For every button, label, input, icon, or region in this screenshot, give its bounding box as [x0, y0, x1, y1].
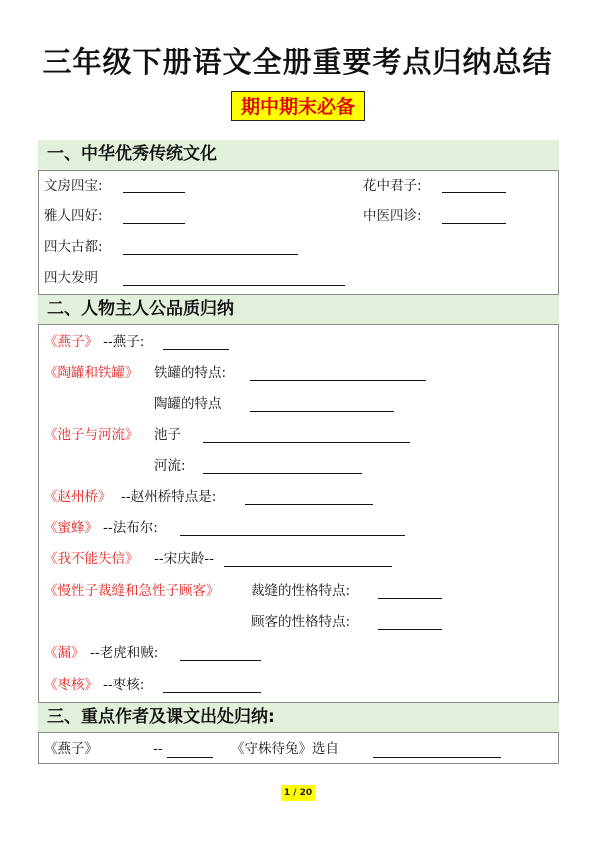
book-caifeng: 《慢性子裁缝和急性子顾客》 [44, 583, 220, 599]
blank-gudu[interactable] [123, 254, 298, 255]
row-zaohe-text: --枣核: [103, 677, 145, 693]
row-heliu-text: 河流: [154, 458, 186, 474]
row-chizi-text: 池子 [154, 427, 181, 443]
row-guke-text: 顾客的性格特点: [251, 614, 351, 630]
section-3-heading: 三、重点作者及课文出处归纳: [38, 702, 559, 733]
row-tieguan-text: 铁罐的特点: [154, 365, 227, 381]
blank-author-yanzi[interactable] [167, 757, 213, 758]
item-huazhong: 花中君子: [363, 178, 422, 194]
author-row-yanzi: 《燕子》 [44, 741, 98, 757]
blank-tieguan[interactable] [250, 380, 426, 381]
author-row-shouzhu: 《守株待兔》选自 [231, 741, 339, 757]
row-shixin-text: --宋庆龄-- [154, 551, 214, 567]
page-indicator [281, 785, 315, 801]
book-chizi: 《池子与河流》 [44, 427, 139, 443]
blank-chizi[interactable] [203, 442, 410, 443]
row-zhaozhou-text: --赵州桥特点是: [121, 489, 217, 505]
item-yaren: 雅人四好: [44, 208, 103, 224]
item-wenfang: 文房四宝: [44, 178, 103, 194]
blank-caifeng[interactable] [378, 598, 442, 599]
row-mifeng-text: --法布尔: [103, 520, 158, 536]
blank-zhongyi[interactable] [442, 223, 506, 224]
row-taoguan-text: 陶罐的特点 [154, 396, 222, 412]
blank-huazhong[interactable] [442, 192, 506, 193]
blank-wenfang[interactable] [123, 192, 185, 193]
page-total: 20 [299, 788, 313, 798]
blank-shixin[interactable] [224, 566, 392, 567]
section-1-heading: 一、中华优秀传统文化 [38, 140, 559, 171]
blank-lou[interactable] [180, 660, 261, 661]
blank-shouzhu[interactable] [373, 757, 501, 758]
blank-mifeng[interactable] [180, 535, 405, 536]
page-title: 三年级下册语文全册重要考点归纳总结 [42, 45, 553, 79]
author-row-dash: -- [153, 741, 163, 757]
book-shixin: 《我不能失信》 [44, 551, 139, 567]
book-yanzi: 《燕子》 [44, 334, 98, 350]
blank-yanzi[interactable] [163, 349, 229, 350]
page-current: 1 [283, 788, 291, 798]
book-zhaozhou: 《赵州桥》 [44, 489, 112, 505]
blank-taoguan[interactable] [250, 411, 394, 412]
item-gudu: 四大古都: [44, 239, 103, 255]
exam-badge: 期中期末必备 [231, 91, 365, 121]
blank-guke[interactable] [378, 629, 442, 630]
section-2-heading: 二、人物主人公品质归纳 [38, 294, 559, 325]
book-zaohe: 《枣核》 [44, 677, 98, 693]
blank-yaren[interactable] [123, 223, 185, 224]
blank-zhaozhou[interactable] [245, 504, 373, 505]
item-zhongyi: 中医四诊: [363, 208, 422, 224]
page-separator: / [293, 788, 297, 798]
blank-zaohe[interactable] [163, 692, 261, 693]
book-lou: 《漏》 [44, 645, 85, 661]
blank-heliu[interactable] [203, 473, 362, 474]
book-taoguan: 《陶罐和铁罐》 [44, 365, 139, 381]
blank-faming[interactable] [123, 285, 345, 286]
row-lou-text: --老虎和贼: [90, 645, 159, 661]
item-faming: 四大发明 [44, 270, 98, 286]
book-mifeng: 《蜜蜂》 [44, 520, 98, 536]
row-yanzi-text: --燕子: [103, 334, 145, 350]
row-caifeng-text: 裁缝的性格特点: [251, 583, 351, 599]
content-box [38, 140, 559, 764]
